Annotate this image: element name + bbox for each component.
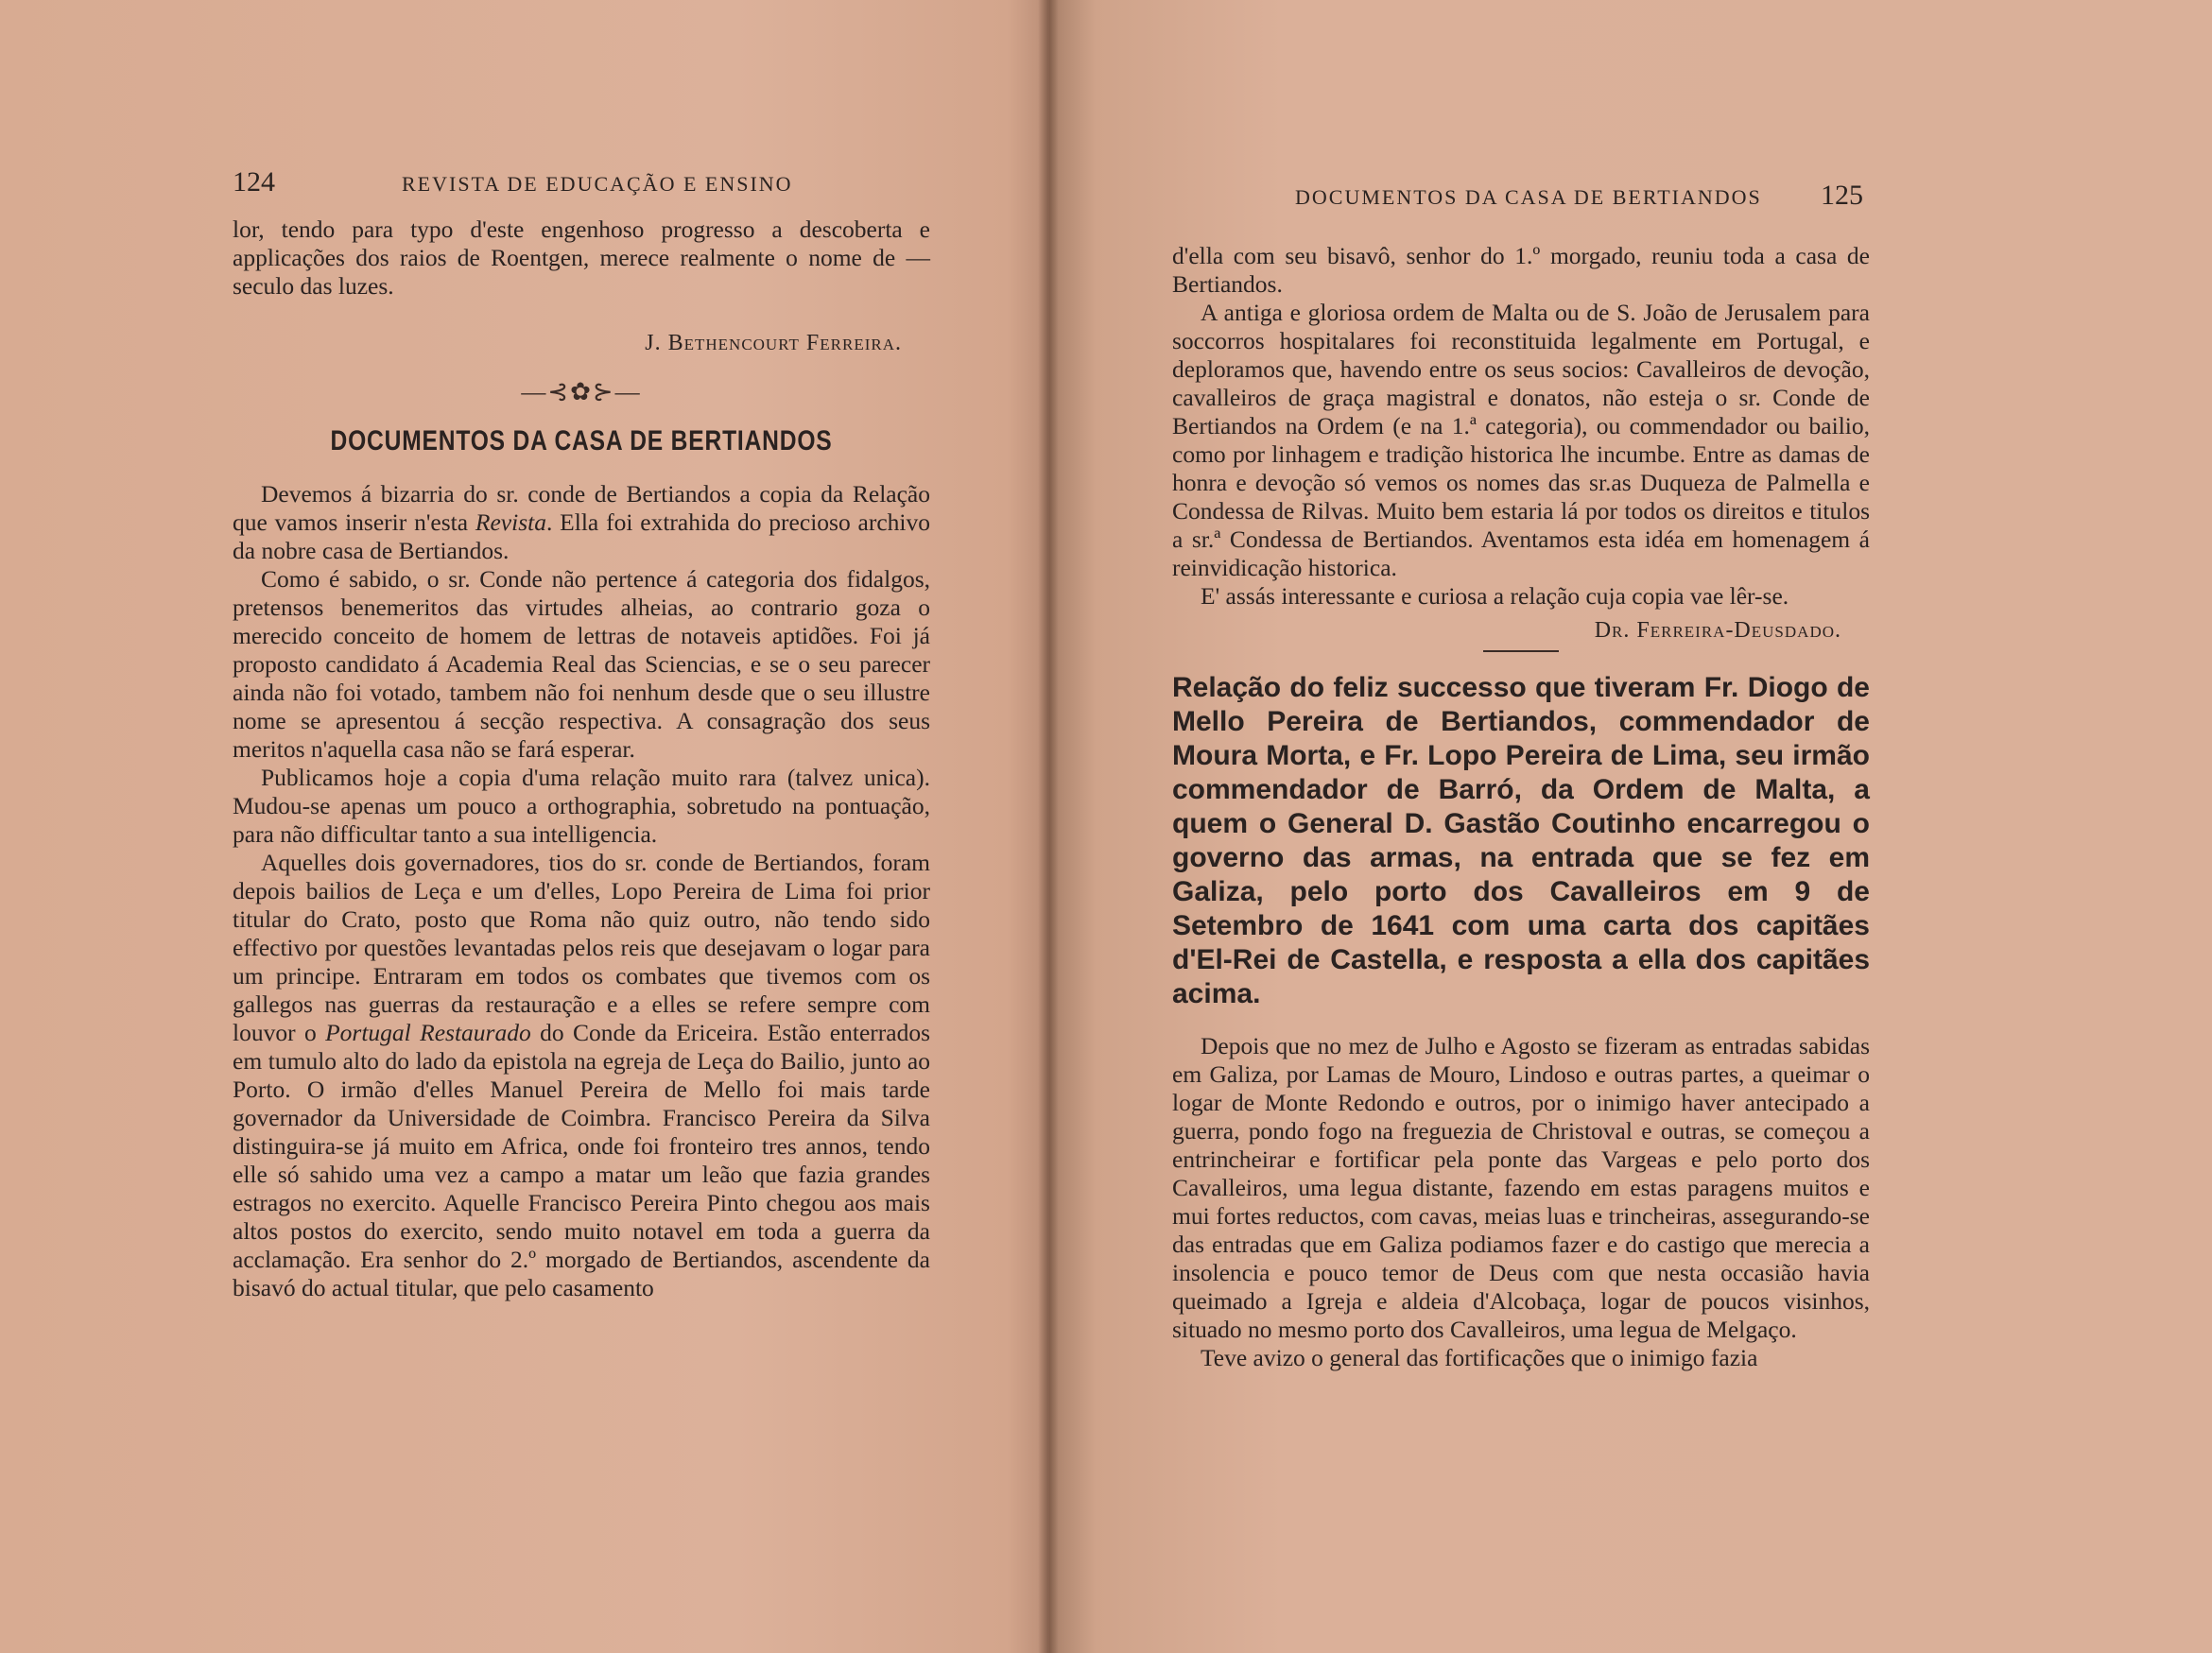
relation-title: Relação do feliz successo que tiveram Fr. Diogo de Mello Pereira de Bertiandos, commendador de Moura Morta, e Fr. Lopo Pereira de Lima, seu irmão commendador de Barró, da Ordem de Malta, a quem o General D. Gastão Coutinho encarregou o governo das armas, na entrada que se fez em Galiza, pelo porto dos Cavalleiros em 9 de Setembro de 1641 com uma carta dos capitães d'El-Rei de Castella, e resposta a ella dos capitães acima. <box>1172 672 1870 1009</box>
ornament-divider: —⊰✿⊱— <box>521 378 642 405</box>
right-signature: Dr. Ferreira-Deusdado. <box>1594 618 1841 643</box>
text-run: do Conde da Ericeira. Estão enterrados em tumulo alto do lado da epistola na egreja de Leça do Bailio, junto ao Porto. O irmão d'elles Manuel Pereira de Mello foi mais tarde governador da Universidade de Coimbra. Francisco Pereira da Silva distinguira-se já muito em Africa, onde foi fronteiro tres annos, tendo elle só sahido uma vez a campo a matar um leão que fazia grandes estragos no exercito. Aquelle Francisco Pereira Pinto chegou aos mais altos postos do exercito, sendo muito notavel em toda a guerra da acclamação. Era senhor do 2.º morgado de Bertiandos, ascendente da bisavó do actual titular, que pelo casamento <box>233 1019 930 1301</box>
text-run: . Ella foi extrahida do precioso archivo da nobre casa de Bertiandos. <box>233 508 931 564</box>
section-title: DOCUMENTOS DA CASA DE BERTIANDOS <box>330 425 833 456</box>
paragraph-governadores <box>233 849 930 1302</box>
paragraph-interessante: E' assás interessante e curiosa a relação cuja copia vae lêr-se. <box>1201 582 1789 610</box>
right-page-number: 125 <box>1821 180 1863 211</box>
paragraph-ordem-malta: A antiga e gloriosa ordem de Malta ou de S. João de Jerusalem para soccorros hospitalares foi reconstituida legalmente em Portugal, e deploramos que, havendo entre os seus socios: Cavalleiros de devoção, cavalleiros de graça magistral e donatos, não esteja o sr. Conde de Bertiandos na Ordem (e na 1.ª categoria), ou commendador ou bailio, como por linhagem e tradição historica lhe incumbe. Entre as damas de honra e devoção só vemos os nomes das sr.as Duqueza de Palmella e Condessa de Rilvas. Muito bem estaria lá por todos os direitos e titulos a sr.ª Condessa de Bertiandos. Aventamos esta idéa em homenagem á reinvidicação historica. <box>1172 299 1870 581</box>
italic-portugal-restaurado: Portugal Restaurado <box>325 1019 531 1046</box>
left-signature: J. Bethencourt Ferreira. <box>645 331 902 355</box>
paragraph-avizo: Teve avizo o general das fortificações que o inimigo fazia <box>1201 1344 1758 1371</box>
left-page-number: 124 <box>233 166 275 198</box>
right-text-column <box>1172 242 1870 1372</box>
text-run: Devemos á bizarria do sr. conde de Bertiandos a copia da Relação que vamos inserir n'esta <box>233 480 930 536</box>
paragraph-julho-agosto: Depois que no mez de Julho e Agosto se fizeram as entradas sabidas em Galiza, por Lamas de Mouro, Lindoso e outras partes, a queimar o logar de Monte Redondo e outros, por o inimigo haver antecipado a guerra, pondo fogo na freguezia de Christoval e outras, se começou a entrincheirar e fortificar pela ponte das Vargeas e pelo porto dos Cavalleiros, uma legua distante, fazendo em estas paragens muitos e mui fortes reductos, com cavas, meias luas e trincheiras, assegurando-se das entradas que em Galiza podiamos fazer e do castigo que merecia a insolencia e pouco temor de Deus com que nesta occasião havia queimado a Igreja e aldeia d'Alcobaça, logar de poucos visinhos, situado no mesmo porto dos Cavalleiros, uma legua de Melgaço. <box>1172 1032 1870 1343</box>
paragraph-publicamos: Publicamos hoje a copia d'uma relação muito rara (talvez unica). Mudou-se apenas um pouco a orthographia, sobretudo na pontuação, para não difficultar tanto a sua intelligencia. <box>233 764 930 848</box>
paragraph-bisavo: d'ella com seu bisavô, senhor do 1.º morgado, reuniu toda a casa de Bertiandos. <box>1172 242 1870 298</box>
book-gutter <box>1038 0 1059 1653</box>
intro-paragraph: lor, tendo para typo d'este engenhoso progresso a descoberta e applicações dos raios de Roentgen, merece realmente o nome de — seculo das luzes. <box>233 215 930 300</box>
text-run: Aquelles dois governadores, tios do sr. conde de Bertiandos, foram depois bailios de Leça e um d'elles, Lopo Pereira de Lima foi prior titular do Crato, posto que Roma não quiz outro, não tendo sido effectivo por questões levantadas pelos reis que desejavam o logar para um principe. Entraram em todos os combates que tivemos com os gallegos nas guerras da restauração e a elles se refere sempre com louvor o <box>233 849 930 1046</box>
left-text-column <box>233 215 930 1302</box>
right-running-head: DOCUMENTOS DA CASA DE BERTIANDOS <box>1295 185 1762 209</box>
paragraph-conde: Como é sabido, o sr. Conde não pertence á categoria dos fidalgos, pretensos benemeritos das virtudes alheias, ao contrario goza o merecido conceito de homem de lettras de notaveis aptidões. Foi já proposto candidato á Academia Real das Sciencias, e se o seu parecer ainda não foi votado, tambem não foi nenhum desde que o seu illustre nome se apresentou á secção respectiva. A consagração dos seus meritos n'aquella casa não se fará esperar. <box>233 565 930 763</box>
divider-rule <box>1483 650 1559 652</box>
paragraph-intro-relacao <box>233 480 930 565</box>
italic-revista: Revista <box>475 508 546 536</box>
left-running-head: REVISTA DE EDUCAÇÃO E ENSINO <box>402 172 793 196</box>
